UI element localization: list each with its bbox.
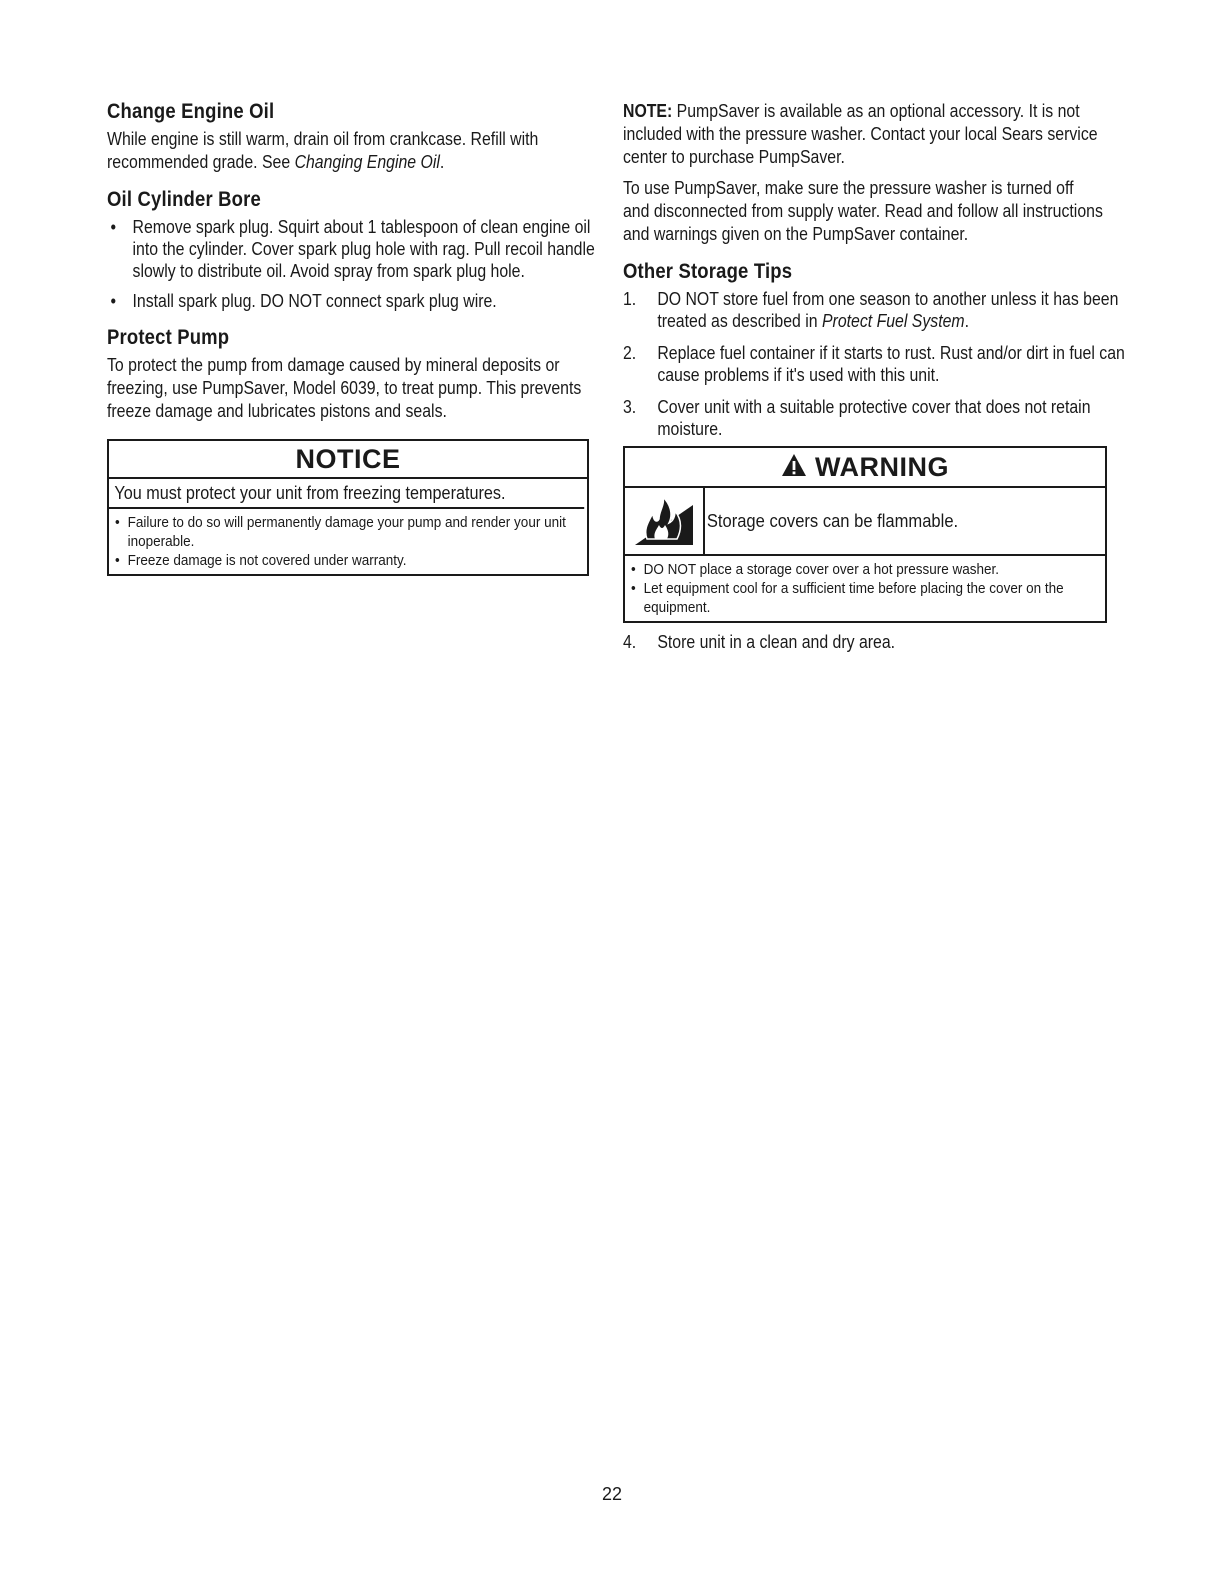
change-engine-oil-section	[107, 100, 589, 174]
list-item: 3. Cover unit with a suitable protective cover that does not retain moisture.	[623, 397, 1091, 439]
warning-bullets	[625, 556, 1105, 621]
list-item: 2. Replace fuel container if it starts to rust. Rust and/or dirt in fuel can cause problems if it's used with this unit.	[623, 343, 1125, 385]
warning-hazard-row	[625, 488, 1105, 556]
changing-engine-oil-reference: Changing Engine Oil	[294, 152, 440, 172]
list-item: • Failure to do so will permanently damage your pump and render your unit inoperable.	[115, 513, 581, 551]
list-item: 4. Store unit in a clean and dry area.	[623, 632, 896, 652]
warning-box	[623, 446, 1107, 623]
list-item: • Install spark plug. DO NOT connect spark plug wire.	[107, 290, 612, 312]
oil-cylinder-bore-list	[107, 216, 595, 312]
protect-pump-text: To protect the pump from damage caused by mineral deposits or freezing, use PumpSaver, Model 6039, to treat pump. This prevents freeze damage and lubricates pistons and seals.	[107, 355, 582, 421]
list-item: • Freeze damage is not covered under warranty.	[115, 551, 581, 570]
list-item: 1. DO NOT store fuel from one season to another unless it has been treated as described in Protect Fuel System.	[623, 289, 1119, 331]
page-number: 22	[601, 1484, 623, 1504]
note-paragraph: NOTE: PumpSaver is available as an optional accessory. It is not included with the pressure washer. Contact your local Sears service center to purchase PumpSaver.	[623, 101, 1098, 167]
use-pumpsaver-paragraph: To use PumpSaver, make sure the pressure washer is turned off and disconnected from supply water. Read and follow all instructions and warnings given on the PumpSaver container.	[623, 178, 1103, 244]
warning-title: WARNING	[815, 451, 949, 482]
change-engine-oil-heading: Change Engine Oil	[107, 100, 275, 123]
notice-bullets	[109, 509, 587, 574]
right-column	[623, 100, 1125, 663]
fire-hazard-icon	[625, 488, 705, 554]
warning-header	[625, 448, 1105, 488]
warning-triangle-icon	[781, 453, 807, 482]
warning-lead: Storage covers can be flammable.	[706, 510, 959, 531]
change-engine-oil-text: While engine is still warm, drain oil from crankcase. Refill with recommended grade. See Changing Engine Oil.	[107, 129, 539, 172]
oil-cylinder-bore-section	[107, 188, 595, 312]
storage-tips-list	[623, 288, 1125, 440]
notice-box	[107, 439, 589, 576]
storage-tips-list-continued	[623, 631, 1107, 653]
other-storage-tips-section	[623, 260, 1125, 440]
oil-cylinder-bore-heading: Oil Cylinder Bore	[107, 188, 261, 211]
list-item: • Remove spark plug. Squirt about 1 tablespoon of clean engine oil into the cylinder. Cover spark plug hole with rag. Pull recoil handle slowly to distribute oil. Avoid spray from spark plug hole.	[107, 216, 612, 282]
note-label: NOTE:	[623, 101, 673, 121]
protect-fuel-system-reference: Protect Fuel System	[821, 311, 965, 331]
notice-lead: You must protect your unit from freezing temperatures.	[109, 479, 584, 509]
list-item: • DO NOT place a storage cover over a hot pressure washer.	[631, 560, 1098, 579]
protect-pump-heading: Protect Pump	[107, 326, 230, 349]
list-item: • Let equipment cool for a sufficient time before placing the cover on the equipment.	[631, 579, 1098, 617]
protect-pump-section	[107, 326, 589, 423]
other-storage-tips-heading: Other Storage Tips	[623, 260, 793, 283]
notice-title: NOTICE	[109, 441, 587, 479]
left-column	[107, 100, 595, 576]
